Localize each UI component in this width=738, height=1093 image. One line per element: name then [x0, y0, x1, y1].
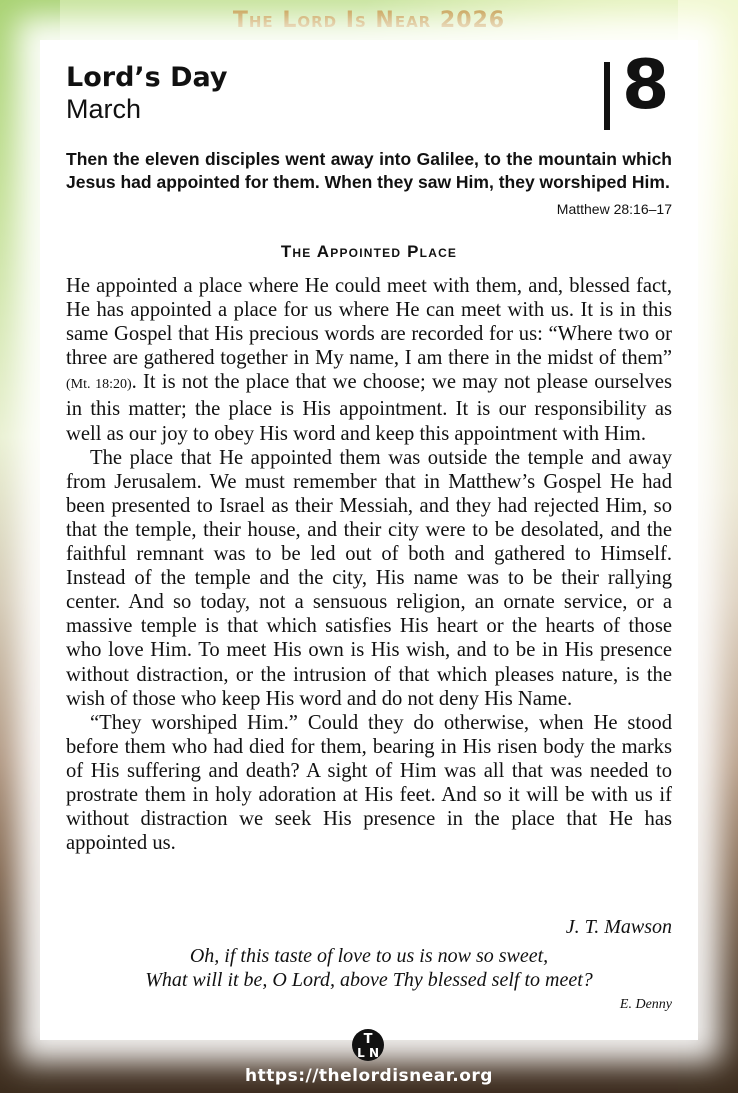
tln-logo-icon — [351, 1028, 385, 1062]
website-link[interactable]: https://thelordisnear.org — [245, 1066, 493, 1086]
paragraph-1-part-b: . It is not the place that we choose; we may not please ourselves in this matter; the place is His appointment. It is our responsibility as well as our joy to obey His word and keep this appointment with Him. — [66, 371, 672, 445]
article-author: J. T. Mawson — [565, 916, 672, 938]
poem-line-2: What will it be, O Lord, above Thy blessed self to meet? — [145, 969, 593, 991]
poem-author: E. Denny — [619, 997, 672, 1012]
poem — [66, 944, 672, 992]
scripture-reference: Matthew 28:16–17 — [556, 201, 672, 217]
paragraph-1 — [66, 274, 672, 446]
paragraph-2: The place that He appointed them was outside the temple and away from Jerusalem. We must remember that in Matthew’s Gospel He had been presented to Israel as their Messiah, and they had rejected Him, so that the temple, their house, and their city were to be desolated, and the faithful remnant was to be led out of both and gathered to Himself. Instead of the temple and the city, His name was to be their rallying center. And so today, not a sensuous religion, an ornate service, or a massive temple is that which satisfies His heart or the hearts of those who love Him. To meet His own is His wish, and to be in His presence without distraction, or the intrusion of that which pleases nature, is the wish of those who keep His word and do not deny His Name. — [66, 446, 672, 710]
paragraph-1-part-a: He appointed a place where He could meet with them, and, blessed fact, He has appointed a place for us where He can meet with us. It is in this same Gospel that His precious words are recorded for us: “Where two or three are gathered together in My name, I am there in the midst of them” — [66, 275, 672, 370]
inline-reference: (Mt. 18:20) — [66, 377, 132, 393]
article-body — [66, 274, 672, 855]
poem-line-1: Oh, if this taste of love to us is now so sweet, — [189, 945, 549, 967]
paragraph-3: “They worshiped Him.” Could they do otherwise, when He stood before them who had died for them, bearing in His risen body the marks of His suffering and death? A sight of Him was all that was needed to prostrate them in holy adoration at His feet. And so it will be with us if without distraction we seek His presence in the place that He has appointed us. — [66, 711, 672, 855]
day-name: Lord’s Day — [66, 62, 228, 93]
logo-letter-l: L — [357, 1046, 365, 1060]
series-title: The Lord Is Near 2026 — [232, 8, 506, 33]
article-title: The Appointed Place — [280, 242, 458, 261]
logo-letter-n: N — [368, 1046, 380, 1060]
month: March — [66, 94, 142, 124]
logo-letter-t: T — [363, 1032, 373, 1047]
day-number: 8 — [622, 46, 670, 125]
scripture-text: Then the eleven disciples went away into Galilee, to the mountain which Jesus had appointed for them. When they saw Him, they worshiped Him. — [66, 149, 672, 192]
date-divider — [604, 62, 610, 130]
